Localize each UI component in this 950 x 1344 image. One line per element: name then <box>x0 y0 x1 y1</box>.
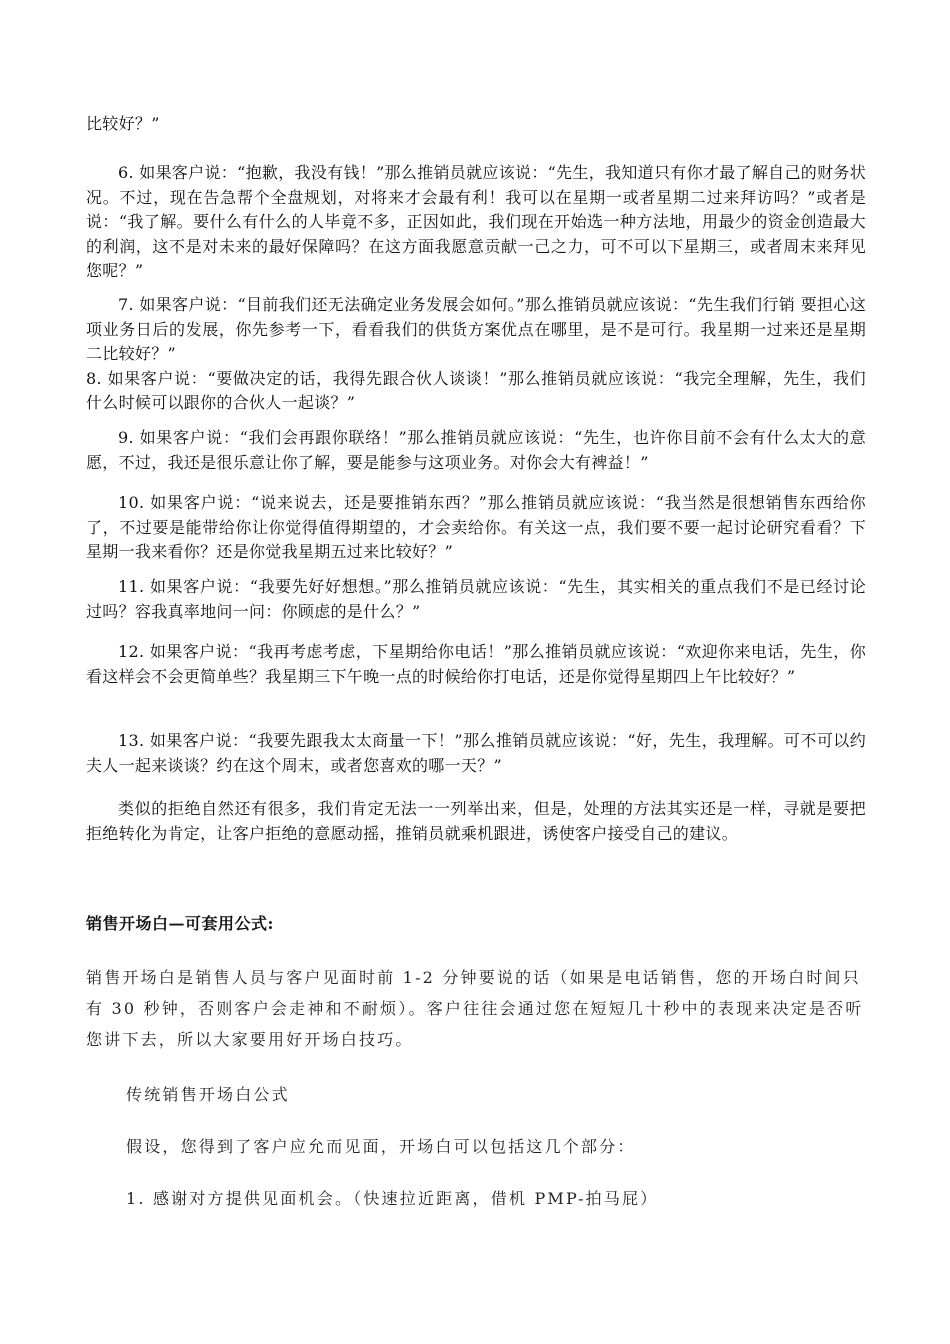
list-item-1: 1. 感谢对方提供见面机会。（快速拉近距离，借机 PMP-拍马屁） <box>126 1189 659 1208</box>
subheading-traditional: 传统销售开场白公式 <box>126 1085 290 1104</box>
paragraph-text: 12. 如果客户说：“我再考虑考虑，下星期给你电话！”那么推销员就应该说：“欢迎你来电话，先生，你看这样会不会更简单些？我星期三下午晚一点的时候给你打电话，还是你觉得星期四上午比较好？” <box>86 642 866 686</box>
paragraph-text: 11. 如果客户说：“我要先好好想想。”那么推销员就应该说：“先生，其实相关的重点我们不是已经讨论过吗？容我真率地问一问：你顾虑的是什么？” <box>86 577 866 621</box>
paragraph-item-12 <box>86 640 866 689</box>
paragraph-summary <box>86 797 866 846</box>
paragraph-assume: 假设，您得到了客户应允而见面，开场白可以包括这几个部分： <box>126 1137 636 1156</box>
section-heading: 销售开场白—可套用公式: <box>86 914 274 933</box>
paragraph-item-9 <box>86 426 866 475</box>
paragraph-item-6 <box>86 161 866 284</box>
paragraph-text: 13. 如果客户说：“我要先跟我太太商量一下！”那么推销员就应该说：“好，先生，我理解。可不可以约夫人一起来谈谈？约在这个周末，或者您喜欢的哪一天？” <box>86 731 866 775</box>
paragraph-text: 比较好？” <box>86 114 160 133</box>
paragraph-text: 7. 如果客户说：“目前我们还无法确定业务发展会如何。”那么推销员就应该说：“先生我们行销 要担心这项业务日后的发展，你先参考一下，看看我们的供货方案优点在哪里，是不是可行。我星期一过来还是星期二比较好？” <box>86 295 866 363</box>
section-intro <box>86 962 866 1055</box>
paragraph-text: 销售开场白是销售人员与客户见面时前 1-2 分钟要说的话（如果是电话销售，您的开场白时间只有 30 秒钟，否则客户会走神和不耐烦）。客户往往会通过您在短短几十秒中的表现来决定是否听您讲下去，所以大家要用好开场白技巧。 <box>86 968 864 1049</box>
paragraph-item-11 <box>86 575 866 624</box>
paragraph-text: 8. 如果客户说：“要做决定的话，我得先跟合伙人谈谈！”那么推销员就应该说：“我完全理解，先生，我们什么时候可以跟你的合伙人一起谈？” <box>86 368 866 412</box>
paragraph-continuation <box>86 112 866 137</box>
paragraph-item-13 <box>86 729 866 778</box>
paragraph-item-10 <box>86 491 866 565</box>
paragraph-text: 9. 如果客户说：“我们会再跟你联络！”那么推销员就应该说：“先生，也许你目前不会有什么太大的意愿，不过，我还是很乐意让你了解，要是能参与这项业务。对你会大有裨益！” <box>86 428 866 472</box>
paragraph-text: 10. 如果客户说：“说来说去，还是要推销东西？”那么推销员就应该说：“我当然是很想销售东西给你了，不过要是能带给你让你觉得值得期望的，才会卖给你。有关这一点，我们要不要一起讨论研究看看？下星期一我来看你？还是你觉我星期五过来比较好？” <box>86 493 866 561</box>
paragraph-item-7-8 <box>86 293 866 416</box>
paragraph-text: 类似的拒绝自然还有很多，我们肯定无法一一列举出来，但是，处理的方法其实还是一样，寻就是要把拒绝转化为肯定，让客户拒绝的意愿动摇，推销员就乘机跟进，诱使客户接受自己的建议。 <box>86 799 866 843</box>
paragraph-text: 6. 如果客户说：“抱歉，我没有钱！”那么推销员就应该说：“先生，我知道只有你才最了解自己的财务状况。不过，现在告急帮个全盘规划，对将来才会最有利！我可以在星期一或者星期二过来拜访吗？”或者是说：“我了解。要什么有什么的人毕竟不多，正因如此，我们现在开始选一种方法地，用最少的资金创造最大的利润，这不是对未来的最好保障吗？在这方面我愿意贡献一己之力，可不可以下星期三，或者周末来拜见您呢？” <box>86 163 866 280</box>
